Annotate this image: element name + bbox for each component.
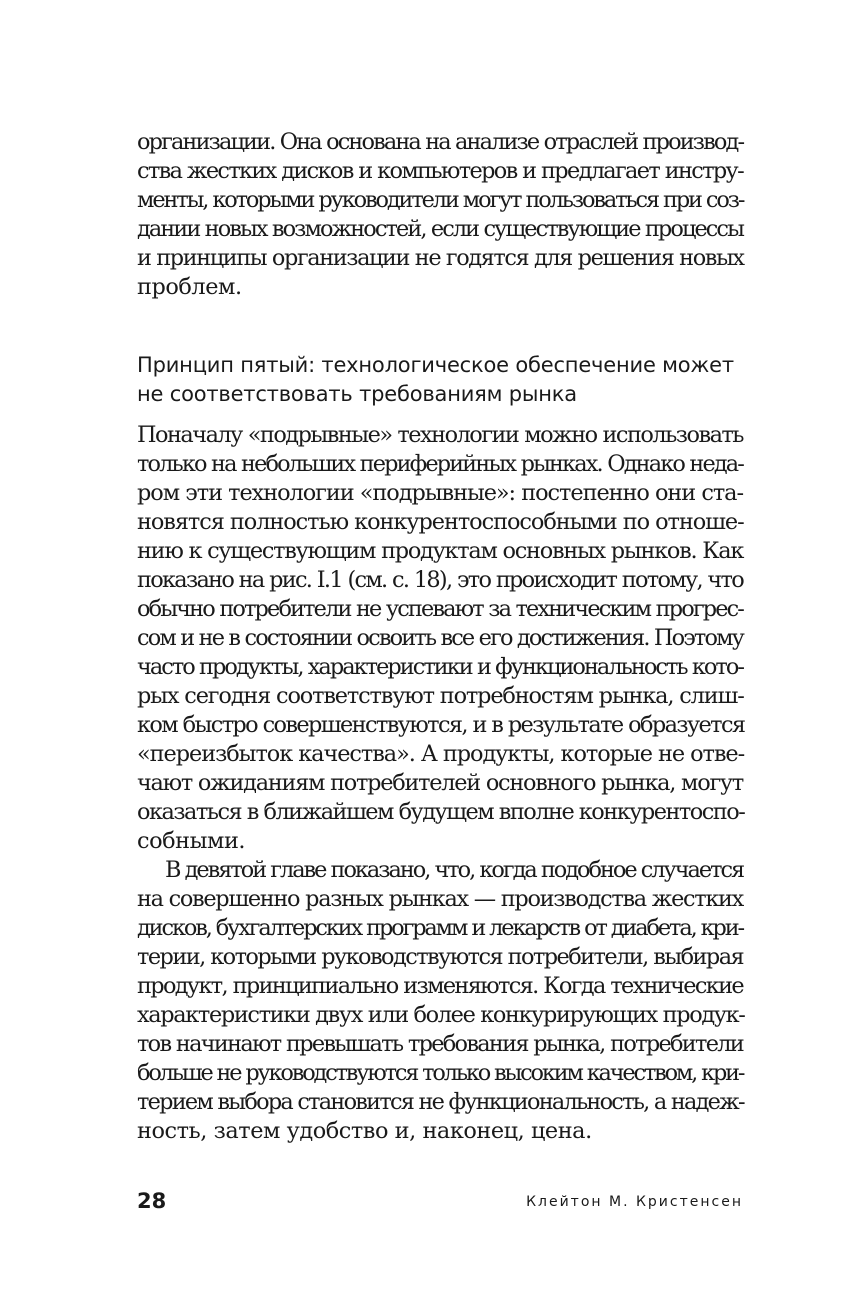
text-line: ства жестких дисков и компьютеров и предлагает инстру-: [137, 158, 743, 184]
text-line: собными.: [137, 828, 246, 854]
section-heading-line-2: не соответствовать требованиям рынка: [137, 382, 577, 406]
text-line: Поначалу «подрывные» технологии можно использовать: [137, 422, 743, 448]
text-line: дисков, бухгалтерских программ и лекарств от диабета, кри-: [137, 915, 744, 941]
text-line: только на небольших периферийных рынках. Однако неда-: [137, 451, 743, 477]
text-line: менты, которыми руководители могут пользоваться при соз-: [137, 187, 744, 213]
text-line: ром эти технологии «подрывные»: постепенно они ста-: [137, 480, 743, 506]
text-line: В девятой главе показано, что, когда подобное случается: [165, 857, 744, 883]
text-line: ность, затем удобство и, наконец, цена.: [137, 1118, 592, 1144]
text-line: «переизбыток качества». А продукты, которые не отве-: [137, 741, 745, 767]
text-line: организации. Она основана на анализе отраслей производ-: [137, 129, 744, 155]
page-number: 28: [137, 1189, 167, 1213]
text-line: показано на рис. I.1 (см. с. 18), это происходит потому, что: [137, 567, 743, 593]
text-line: терием выбора становится не функциональность, а надеж-: [137, 1089, 744, 1115]
running-head-author: Клейтон М. Кристенсен: [526, 1194, 743, 1210]
text-line: характеристики двух или более конкурирующих продук-: [137, 1002, 745, 1028]
text-line: и принципы организации не годятся для решения новых: [137, 245, 744, 271]
text-line: тов начинают превышать требования рынка, потребители: [137, 1031, 743, 1057]
text-line: продукт, принципиально изменяются. Когда технические: [137, 973, 743, 999]
text-line: терии, которыми руководствуются потребители, выбирая: [137, 944, 744, 970]
text-line: рых сегодня соответствуют потребностям рынка, слиш-: [137, 683, 744, 709]
text-line: больше не руководствуются только высоким качеством, кри-: [137, 1060, 744, 1086]
text-line: обычно потребители не успевают за техническим прогрес-: [137, 596, 743, 622]
text-line: на совершенно разных рынках — производства жестких: [137, 886, 743, 912]
text-line: проблем.: [137, 274, 242, 300]
text-line: часто продукты, характеристики и функциональность кото-: [137, 654, 743, 680]
text-line: оказаться в ближайшем будущем вполне конкурентоспо-: [137, 799, 745, 825]
section-heading-line-1: Принцип пятый: технологическое обеспечение может: [137, 353, 734, 377]
text-line: нию к существующим продуктам основных рынков. Как: [137, 538, 744, 564]
text-line: чают ожиданиям потребителей основного рынка, могут: [137, 770, 743, 796]
text-line: дании новых возможностей, если существующие процессы: [137, 216, 743, 242]
text-line: новятся полностью конкурентоспособными по отноше-: [137, 509, 744, 535]
text-line: сом и не в состоянии освоить все его достижения. Поэтому: [137, 625, 743, 651]
text-line: ком быстро совершенствуются, и в результате образуется: [137, 712, 745, 738]
